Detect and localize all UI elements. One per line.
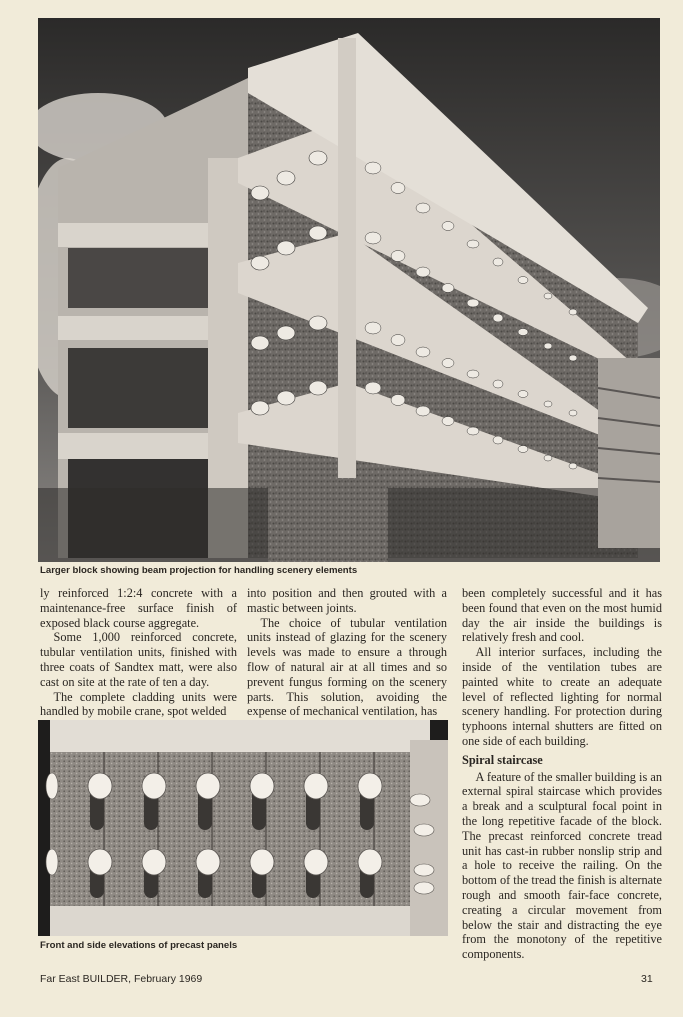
paragraph: The complete cladding units were handled by mobile crane, spot welded xyxy=(40,689,237,719)
photo-caption-top: Larger block showing beam projection for handling scenery elements xyxy=(40,565,358,576)
paragraph: All interior surfaces, including the inside of the ventilation tubes are painted white to create an adequate level of reflected lighting for normal scenery handling. For protection during typhoons internal shutters are fitted on one side of each building. xyxy=(462,645,662,748)
text-column-3 xyxy=(462,586,662,962)
panels-illustration xyxy=(38,720,448,936)
paragraph: Some 1,000 reinforced concrete, tubular ventilation units, finished with three coats of Sandtex matt, were also cast on site at the rate of ten a day. xyxy=(40,630,237,689)
page-number: 31 xyxy=(641,973,653,985)
panels-photo xyxy=(38,720,448,936)
paragraph: into position and then grouted with a mastic between joints. xyxy=(247,586,447,615)
paragraph: A feature of the smaller building is an external spiral staircase which provides a break and a sculptural focal point in the long repetitive facade of the block. The precast reinforced concrete tread unit has cast-in rubber nonslip strip and a hole to receive the railing. On the bottom of the tread the finish is alternate rough and smooth fair-face concrete, creating a circular movement from below the stair and distracting the eye from the monotony of the repetitive components. xyxy=(462,769,662,962)
text-column-1 xyxy=(40,586,237,719)
paragraph: The choice of tubular ventilation units instead of glazing for the scenery levels was made to ensure a through flow of natural air at all times and so prevent fungus forming on the scenery parts. This solution, avoiding the expense of mechanical ventilation, has xyxy=(247,615,447,719)
paragraph: ly reinforced 1:2:4 concrete with a maintenance-free surface finish of exposed black course aggregate. xyxy=(40,586,237,630)
building-photo xyxy=(38,18,660,562)
journal-footer: Far East BUILDER, February 1969 xyxy=(40,973,203,985)
paragraph: been completely successful and it has been found that even on the most humid day the air inside the buildings is relatively fresh and cool. xyxy=(462,586,662,645)
photo-caption-bottom: Front and side elevations of precast panels xyxy=(40,940,238,951)
text-column-2 xyxy=(247,586,447,719)
building-illustration xyxy=(38,18,660,562)
section-heading: Spiral staircase xyxy=(462,752,543,767)
